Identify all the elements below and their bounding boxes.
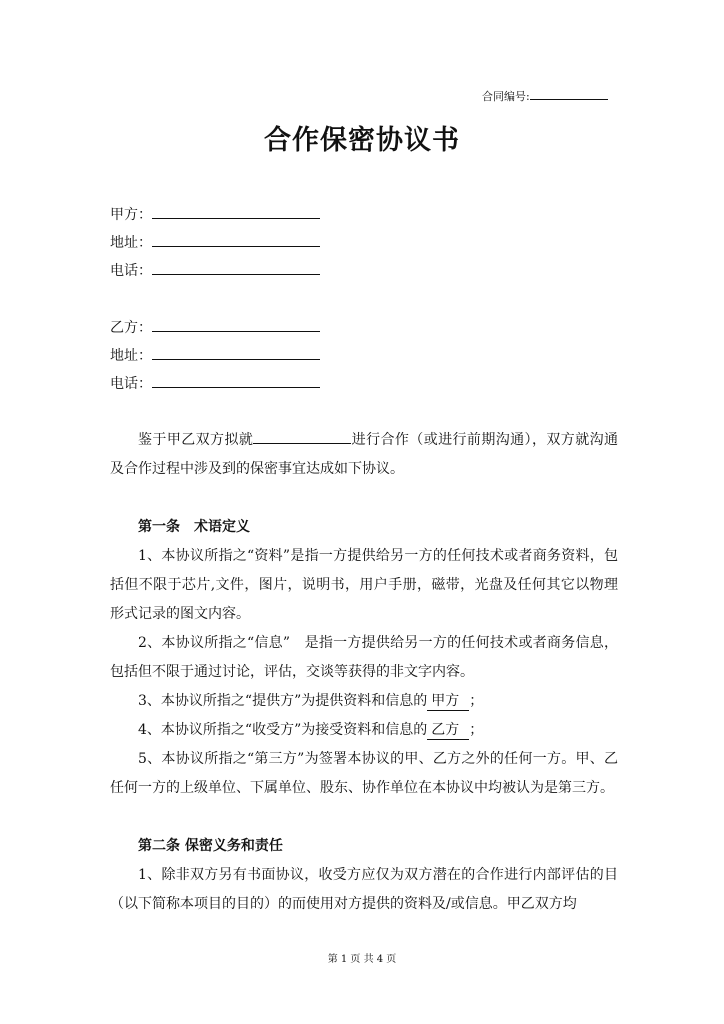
party-b-phone-label: 电话：	[110, 376, 152, 392]
party-a-block	[110, 201, 320, 285]
contract-number	[482, 88, 608, 104]
article1-item3-suffix: ；	[469, 693, 484, 709]
article2-item1: 1、除非双方另有书面协议，收受方应仅为双方潜在的合作进行内部评估的目（以下简称本项目的目的）的而使用对方提供的资料及/或信息。甲乙双方均	[110, 867, 618, 912]
article1-item1: 1、本协议所指之“资料”是指一方提供给另一方的任何技术或者商务资料，包括但不限于芯片,文件，图片，说明书，用户手册，磁带，光盘及任何其它以物理形式记录的图文内容。	[110, 548, 618, 622]
spacer	[110, 803, 618, 832]
spacer	[110, 484, 618, 513]
intro-part1: 鉴于甲乙双方拟就	[138, 432, 254, 448]
article1-item3	[110, 687, 618, 716]
party-a-address-blank	[152, 230, 320, 247]
article1-item3-prefix: 3、本协议所指之“提供方”为提供资料和信息的	[138, 693, 428, 709]
party-a-address-label: 地址：	[110, 235, 152, 251]
article1-item4-fill: 乙方	[427, 721, 469, 740]
article1-item2: 2、本协议所指之“信息” 是指一方提供给另一方的任何技术或者商务信息，包括但不限于通过讨论，评估，交谈等获得的非文字内容。	[110, 635, 618, 680]
intro-paragraph	[110, 426, 618, 484]
party-b-name-line	[110, 314, 320, 342]
article1-item5: 5、本协议所指之“第三方”为签署本协议的甲、乙方之外的任何一方。甲、乙任何一方的上级单位、下属单位、股东、协作单位在本协议中均被认为是第三方。	[110, 751, 618, 796]
article1-item4-prefix: 4、本协议所指之“收受方”为接受资料和信息的	[138, 722, 428, 738]
party-b-name-blank	[152, 315, 320, 332]
party-b-address-blank	[152, 343, 320, 360]
party-a-address-line	[110, 229, 320, 257]
article2-heading: 第二条 保密义务和责任	[138, 838, 283, 854]
party-a-phone-label: 电话：	[110, 263, 152, 279]
intro-part2: 进行合作（或进行前期沟通），双方就沟通及合作过程中涉及到的保密事宜达成如下协议。	[110, 432, 619, 477]
party-a-name-blank	[152, 202, 320, 219]
cooperation-project-blank	[253, 427, 351, 444]
article1-item4-suffix: ；	[469, 722, 484, 738]
party-b-name-label: 乙方：	[110, 320, 152, 336]
article1-item4	[110, 716, 618, 745]
party-a-name-label: 甲方：	[110, 207, 152, 223]
party-b-address-line	[110, 342, 320, 370]
contract-number-blank	[530, 89, 608, 100]
party-b-block	[110, 314, 320, 398]
page-footer: 第 1 页 共 4 页	[327, 954, 397, 965]
contract-number-label: 合同编号:	[482, 90, 530, 103]
party-b-address-label: 地址：	[110, 348, 152, 364]
party-a-phone-line	[110, 257, 320, 285]
party-b-phone-blank	[152, 371, 320, 388]
party-a-name-line	[110, 201, 320, 229]
document-body	[110, 426, 618, 919]
party-a-phone-blank	[152, 258, 320, 275]
article1-heading: 第一条 术语定义	[138, 519, 250, 535]
document-title: 合作保密协议书	[264, 125, 460, 156]
article1-item3-fill: 甲方	[427, 692, 469, 711]
party-b-phone-line	[110, 370, 320, 398]
